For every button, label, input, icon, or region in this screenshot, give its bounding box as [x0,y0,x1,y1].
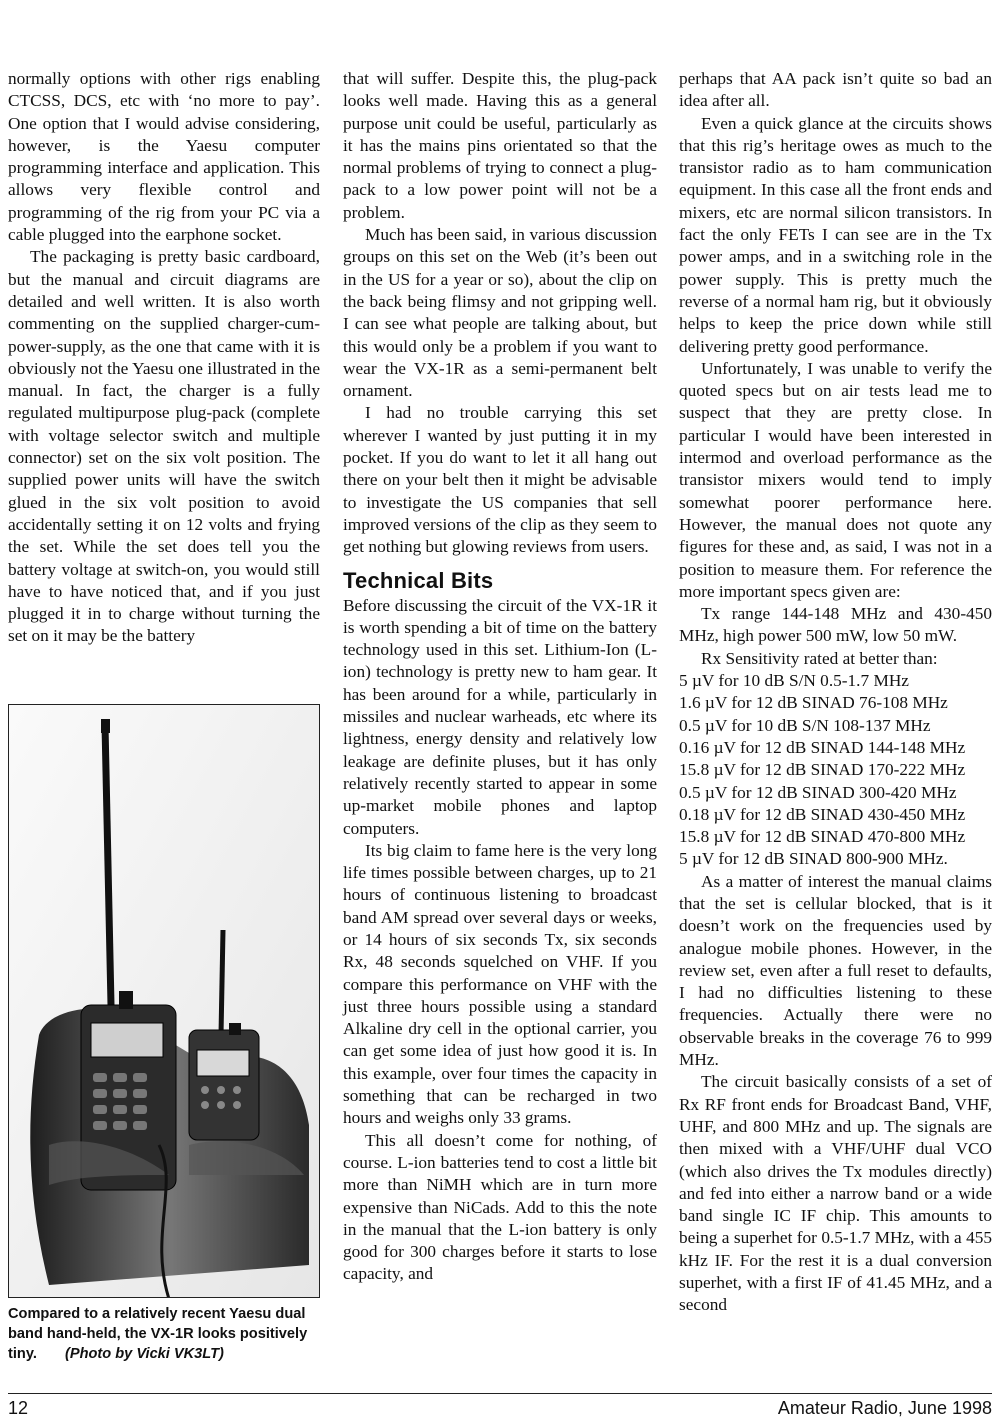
paragraph: Its big claim to fame here is the very long life times possible between charges, up to 21 hours of continuous listening to broadcast band AM spread over several days or weeks, or 14 hours of six seconds Tx, six seconds Rx, 48 seconds squelched on VHF. If you compare this performance on VHF with the just three hours possible using a standard Alkaline dry cell in the optional carrier, you can get some idea of just how good it is. In this example, over four times the capacity in something that can be recharged in two hours and weighs only 33 grams. [343,840,657,1128]
spec-line: 5 µV for 12 dB SINAD 800-900 MHz. [679,849,948,869]
section-heading: Technical Bits [343,567,494,593]
paragraph: Rx Sensitivity rated at better than: [701,648,938,668]
spec-line: 0.5 µV for 10 dB S/N 108-137 MHz [679,715,931,735]
paragraph: As a matter of interest the manual claims that the set is cellular blocked, that is it doesn’t work on the frequencies used by analogue mobile phones. However, in the review set, even after a full reset to defaults, I had no difficulties listening to these frequencies. Actually there were no observable breaks in the coverage 76 to 999 MHz. [679,871,992,1070]
paragraph: normally options with other rigs enabling CTCSS, DCS, etc with ‘no more to pay’. One option that I would advise considering, however, is the Yaesu computer programming interface and application. This allows very flexible control and programming of the rig from your PC via a cable plugged into the earphone socket. [8,69,320,245]
paragraph: Before discussing the circuit of the VX-1R it is worth spending a bit of time on the battery technology used in this set. Lithium-Ion (L-ion) technology is pretty new to ham gear. It has been around for a while, particularly in missiles and nuclear warheads, etc where its lightness, energy density and relatively low leakage are definite pluses, but it has only relatively recently started to appear in some up-market mobile phones and laptop computers. [343,595,657,838]
column-2 [343,68,657,1286]
paragraph: I had no trouble carrying this set wherever I wanted by just putting it in my pocket. If you do want to let it all hang out there on your belt then it might be advisable to investigate the US companies that sell improved versions of the clip as they seem to get nothing but glowing reviews from users. [343,403,657,557]
page-number: 12 [8,1398,29,1418]
photo-credit: (Photo by Vicki VK3LT) [64,1346,224,1362]
photo-handhelds [8,704,320,1298]
paragraph: Even a quick glance at the circuits shows that this rig’s heritage owes as much to the transistor radio as to ham communication equipment. In this case all the front ends and mixers, etc are normal silicon transistors. In fact the only FETs I can see are in the Tx power amps, and in a switching role in the power supply. This is pretty much the reverse of a normal ham rig, but it obviously helps to keep the price down while still delivering pretty good performance. [679,113,992,356]
paragraph: The circuit basically consists of a set of Rx RF front ends for Broadcast Band, VHF, UHF, and 800 MHz and up. The signals are then mixed with a VHF/UHF dual VCO (which also drives the Tx modules directly) and fed into either a narrow band or a wide band single IC IF chip. This amounts to being a superhet for 0.5-1.7 MHz, with a 455 kHz IF. For the rest it is a dual conversion superhet, with a first IF of 41.45 MHz, and a second [679,1072,992,1315]
publication-info: Amateur Radio, June 1998 [777,1398,992,1418]
paragraph: Much has been said, in various discussion groups on this set on the Web (it’s been out in the US for a year or so), about the clip on the back being flimsy and not gripping well. I can see what people are talking about, but this would only be a problem if you want to wear the VX-1R as a semi-permanent belt ornament. [343,225,657,401]
spec-line: 1.6 µV for 12 dB SINAD 76-108 MHz [679,693,948,713]
spec-line: 0.5 µV for 12 dB SINAD 300-420 MHz [679,782,957,802]
paragraph: Unfortunately, I was unable to verify the quoted specs but on air tests lead me to suspect that they are pretty close. In particular I would have been interested in intermod and overload performance as the transistor mixers would tend to imply somewhat poorer performance here. However, the manual does not quote any figures for these and, as said, I was not in a position to measure them. For reference the more important specs given are: [679,358,992,601]
paragraph: This all doesn’t come for nothing, of course. L-ion batteries tend to cost a little bit more than NiMH which are in turn more expensive than NiCads. Add to this the note in the manual that the L-ion battery is only good for 300 charges before it starts to lose capacity, and [343,1130,657,1284]
spec-line: 15.8 µV for 12 dB SINAD 470-800 MHz [679,827,966,847]
spec-line: 5 µV for 10 dB S/N 0.5-1.7 MHz [679,671,909,691]
paragraph: that will suffer. Despite this, the plug-pack looks well made. Having this as a general purpose unit could be useful, particularly as it has the mains pins orientated so that the normal problems of trying to connect a plug-pack to a low power point will not be a problem. [343,69,657,222]
spec-line: 0.16 µV for 12 dB SINAD 144-148 MHz [679,737,966,757]
caption-text: Compared to a relatively recent Yaesu dual band hand-held, the VX-1R looks positively tiny. [8,1306,308,1362]
spec-line: 15.8 µV for 12 dB SINAD 170-222 MHz [679,760,966,780]
photo-caption [8,1304,326,1364]
footer-rule [8,1393,992,1394]
paragraph: The packaging is pretty basic cardboard, but the manual and circuit diagrams are detailed and well written. It is also worth commenting on the supplied charger-cum-power-supply, as the one that came with it is obviously not the Yaesu one illustrated in the manual. In fact, the charger is a fully regulated multipurpose plug-pack (complete with voltage selector switch and multiple connector) set on the six volt position. The supplied power units will have the switch glued in the six volt position to avoid accidentally setting it on 12 volts and frying the set. While the set does tell you the battery voltage at switch-on, you would still have to have noticed that, and if you just plugged it in to charge without turning the set on it may be the battery [8,247,320,646]
paragraph: perhaps that AA pack isn’t quite so bad an idea after all. [679,69,992,111]
column-1 [8,68,320,648]
spec-line: 0.18 µV for 12 dB SINAD 430-450 MHz [679,804,966,824]
paragraph: Tx range 144-148 MHz and 430-450 MHz, high power 500 mW, low 50 mW. [679,604,992,646]
photo-illustration [9,705,320,1298]
column-3 [679,68,992,1317]
